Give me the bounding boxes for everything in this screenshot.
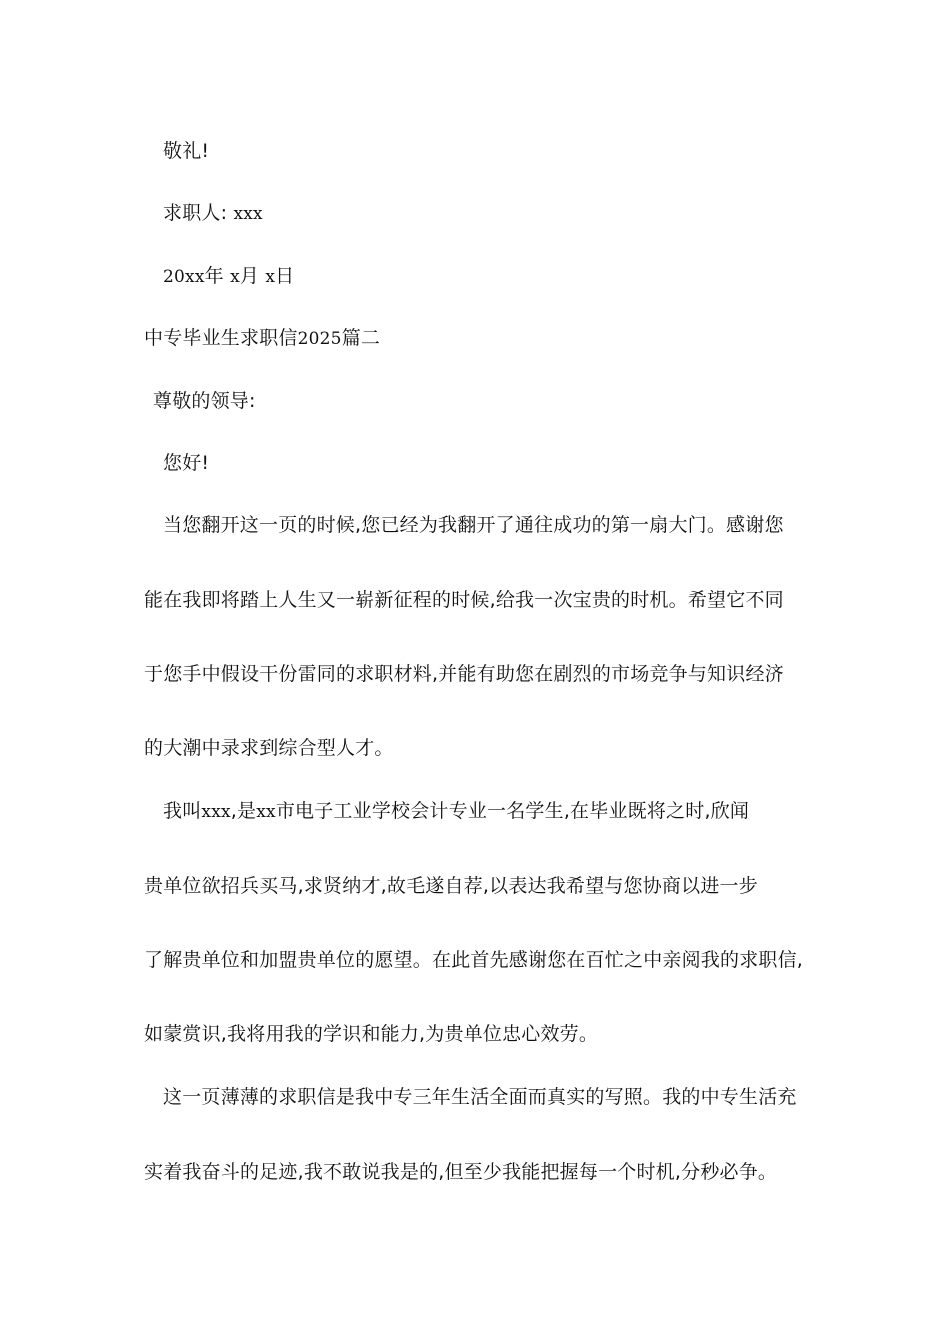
- paragraph-text: 市电子工业学校会计专业一名学生,在毕业既将之时,欣闻: [275, 800, 750, 822]
- paragraph-2-line-3: [144, 948, 803, 972]
- paragraph-1-line-4: [144, 736, 394, 760]
- salutation-line: [153, 389, 256, 413]
- heading-text: 中专毕业生求职信: [144, 327, 298, 349]
- date-month: x: [230, 267, 240, 287]
- paragraph-2-line-4: [144, 1022, 598, 1046]
- paragraph-text: 当您翻开这一页的时候,您已经为我翻开了通往成功的第一扇大门。感谢您: [163, 514, 784, 536]
- heading-year: 2025: [297, 329, 342, 349]
- date-year-unit: 年: [204, 265, 224, 287]
- paragraph-text: 贵单位欲招兵买马,求贤纳才,故毛遂自荐,以表达我希望与您协商以进一步: [144, 875, 758, 897]
- greeting-text: 您好!: [163, 452, 210, 474]
- paragraph-1-line-3: [144, 662, 784, 686]
- closing-line: [163, 139, 209, 163]
- paragraph-text: 能在我即将踏上人生又一崭新征程的时候,给我一次宝贵的时机。希望它不同: [144, 589, 784, 611]
- date-line: [163, 264, 294, 289]
- paragraph-text: 如蒙赏识,我将用我的学识和能力,为贵单位忠心效劳。: [144, 1023, 599, 1045]
- paragraph-text: 实着我奋斗的足迹,我不敢说我是的,但至少我能把握每一个时机,分秒必争。: [144, 1161, 778, 1183]
- heading-suffix: 篇二: [341, 327, 381, 349]
- date-year: 20xx: [163, 267, 205, 287]
- applicant-name: xxx: [201, 802, 231, 822]
- paragraph-text: 于您手中假设干份雷同的求职材料,并能有助您在剧烈的市场竞争与知识经济: [144, 663, 784, 685]
- salutation-text: 尊敬的领导:: [153, 390, 256, 412]
- signer-line: [163, 201, 263, 226]
- date-day: x: [265, 267, 276, 287]
- signer-label: 求职人:: [163, 202, 228, 224]
- paragraph-3-line-2: [144, 1160, 777, 1184]
- date-month-unit: 月: [239, 265, 260, 287]
- date-day-unit: 日: [275, 265, 295, 287]
- section-heading: [144, 326, 380, 351]
- greeting-line: [163, 451, 209, 475]
- paragraph-1-line-1: [163, 513, 784, 537]
- paragraph-text: 我叫: [163, 800, 202, 822]
- paragraph-2-line-2: [144, 874, 758, 898]
- paragraph-text: ,是: [230, 800, 257, 822]
- paragraph-2-line-1: [163, 799, 749, 824]
- signer-name: xxx: [233, 204, 263, 224]
- paragraph-text: 了解贵单位和加盟贵单位的愿望。在此首先感谢您在百忙之中亲阅我的求职信,: [144, 949, 804, 971]
- paragraph-text: 这一页薄薄的求职信是我中专三年生活全面而真实的写照。我的中专生活充: [163, 1086, 797, 1108]
- paragraph-1-line-2: [144, 588, 784, 612]
- paragraph-3-line-1: [163, 1085, 797, 1109]
- paragraph-text: 的大潮中录求到综合型人才。: [144, 737, 394, 759]
- city-placeholder: xx: [256, 802, 276, 822]
- closing-text: 敬礼!: [163, 140, 210, 162]
